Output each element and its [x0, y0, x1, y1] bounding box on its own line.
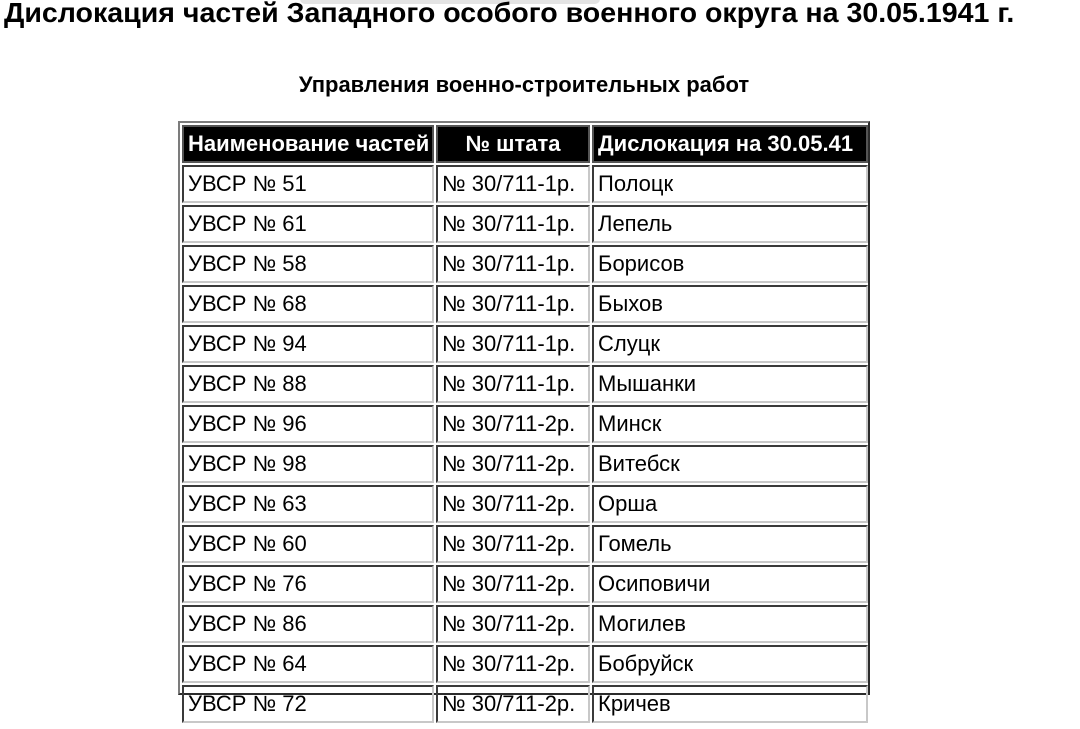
- staff-number-cell: № 30/711-1р.: [436, 245, 590, 283]
- staff-number-cell: № 30/711-1р.: [436, 285, 590, 323]
- header-unit-name: Наименование частей: [182, 125, 434, 163]
- staff-number-cell: № 30/711-1р.: [436, 365, 590, 403]
- staff-number-cell: № 30/711-2р.: [436, 685, 590, 723]
- unit-name-cell: УВСР № 88: [182, 365, 434, 403]
- location-cell: Гомель: [592, 525, 868, 563]
- table-row: [182, 445, 868, 483]
- staff-number-cell: № 30/711-2р.: [436, 405, 590, 443]
- units-table: [180, 123, 870, 725]
- table-row: [182, 525, 868, 563]
- location-cell: Бобруйск: [592, 645, 868, 683]
- staff-number-cell: № 30/711-2р.: [436, 565, 590, 603]
- table-row: [182, 205, 868, 243]
- table-row: [182, 645, 868, 683]
- unit-name-cell: УВСР № 61: [182, 205, 434, 243]
- table-row: [182, 485, 868, 523]
- staff-number-cell: № 30/711-1р.: [436, 325, 590, 363]
- unit-name-cell: УВСР № 76: [182, 565, 434, 603]
- location-cell: Борисов: [592, 245, 868, 283]
- staff-number-cell: № 30/711-2р.: [436, 445, 590, 483]
- unit-name-cell: УВСР № 86: [182, 605, 434, 643]
- table-row: [182, 365, 868, 403]
- staff-number-cell: № 30/711-1р.: [436, 165, 590, 203]
- unit-name-cell: УВСР № 60: [182, 525, 434, 563]
- staff-number-cell: № 30/711-1р.: [436, 205, 590, 243]
- header-location: Дислокация на 30.05.41: [592, 125, 868, 163]
- location-cell: Слуцк: [592, 325, 868, 363]
- location-cell: Мышанки: [592, 365, 868, 403]
- location-cell: Быхов: [592, 285, 868, 323]
- table-row: [182, 165, 868, 203]
- table-row: [182, 405, 868, 443]
- unit-name-cell: УВСР № 72: [182, 685, 434, 723]
- unit-name-cell: УВСР № 51: [182, 165, 434, 203]
- staff-number-cell: № 30/711-2р.: [436, 605, 590, 643]
- location-cell: Кричев: [592, 685, 868, 723]
- table-body: [182, 165, 868, 723]
- table-row: [182, 605, 868, 643]
- staff-number-cell: № 30/711-2р.: [436, 645, 590, 683]
- unit-name-cell: УВСР № 96: [182, 405, 434, 443]
- header-staff-number: № штата: [436, 125, 590, 163]
- location-cell: Осиповичи: [592, 565, 868, 603]
- location-cell: Минск: [592, 405, 868, 443]
- location-cell: Витебск: [592, 445, 868, 483]
- table-header-row: [182, 125, 868, 163]
- location-cell: Орша: [592, 485, 868, 523]
- units-table-container: [178, 121, 870, 716]
- unit-name-cell: УВСР № 98: [182, 445, 434, 483]
- page-title: Дислокация частей Западного особого военного округа на 30.05.1941 г.: [4, 0, 1015, 28]
- table-row: [182, 325, 868, 363]
- unit-name-cell: УВСР № 94: [182, 325, 434, 363]
- staff-number-cell: № 30/711-2р.: [436, 525, 590, 563]
- unit-name-cell: УВСР № 64: [182, 645, 434, 683]
- location-cell: Могилев: [592, 605, 868, 643]
- table-row: [182, 285, 868, 323]
- table-row: [182, 565, 868, 603]
- unit-name-cell: УВСР № 68: [182, 285, 434, 323]
- location-cell: Лепель: [592, 205, 868, 243]
- unit-name-cell: УВСР № 58: [182, 245, 434, 283]
- unit-name-cell: УВСР № 63: [182, 485, 434, 523]
- table-row: [182, 245, 868, 283]
- table-row: [182, 685, 868, 723]
- staff-number-cell: № 30/711-2р.: [436, 485, 590, 523]
- section-title: Управления военно-строительных работ: [298, 72, 750, 97]
- location-cell: Полоцк: [592, 165, 868, 203]
